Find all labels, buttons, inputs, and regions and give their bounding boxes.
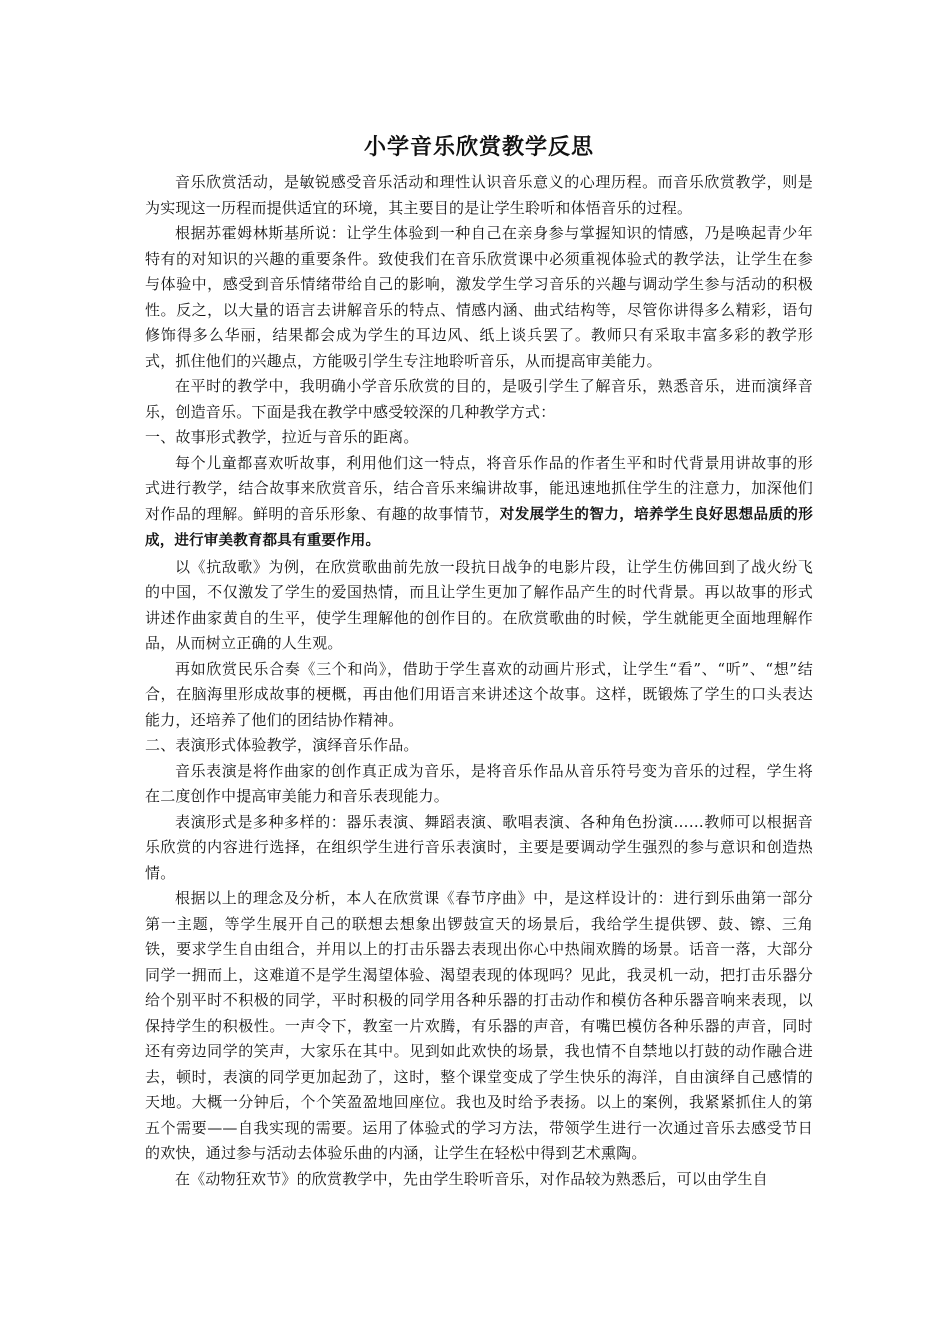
paragraph-text: 在《动物狂欢节》的欣赏教学中，先由学生聆听音乐，对作品较为熟悉后，可以由学生自 bbox=[175, 1169, 768, 1188]
paragraph-text: 表演形式是多种多样的：器乐表演、舞蹈表演、歌唱表演、各种角色扮演……教师可以根据音乐欣赏的内容进行选择，在组织学生进行音乐表演时，主要是要调动学生强烈的参与意识和创造热情。 bbox=[145, 812, 813, 882]
paragraph bbox=[145, 1167, 813, 1193]
paragraph-text: 根据苏霍姆林斯基所说：让学生体验到一种自己在亲身参与掌握知识的情感，乃是唤起青少年特有的对知识的兴趣的重要条件。致使我们在音乐欣赏课中必须重视体验式的教学法，让学生在参与体验中，感受到音乐情绪带给自己的影响，激发学生学习音乐的兴趣与调动学生参与活动的积极性。反之，以大量的语言去讲解音乐的特点、情感内涵、曲式结构等，尽管你讲得多么精彩，语句修饰得多么华丽，结果都会成为学生的耳边风、纸上谈兵罢了。教师只有采取丰富多彩的教学形式，抓住他们的兴趣点，方能吸引学生专注地聆听音乐，从而提高审美能力。 bbox=[145, 224, 813, 370]
section-heading bbox=[145, 425, 813, 451]
document-page bbox=[145, 128, 813, 1192]
paragraph bbox=[145, 451, 813, 555]
paragraph bbox=[145, 886, 813, 1167]
paragraph-text: 一、故事形式教学，拉近与音乐的距离。 bbox=[145, 428, 419, 446]
paragraph bbox=[145, 657, 813, 734]
paragraph-text: 音乐表演是将作曲家的创作真正成为音乐，是将音乐作品从音乐符号变为音乐的过程，学生将在二度创作中提高审美能力和音乐表现能力。 bbox=[145, 761, 813, 805]
paragraph bbox=[145, 555, 813, 657]
paragraph-text: 在平时的教学中，我明确小学音乐欣赏的目的，是吸引学生了解音乐，熟悉音乐，进而演绎音乐，创造音乐。下面是我在教学中感受较深的几种教学方式： bbox=[145, 377, 813, 421]
paragraph-text: 每个儿童都喜欢听故事，利用他们这一特点，将音乐作品的作者生平和时代背景用讲故事的形式进行教学，结合故事来欣赏音乐，结合音乐来编讲故事，能迅速地抓住学生的注意力，加深他们对作品的理解。鲜明的音乐形象、有趣的故事情节， bbox=[145, 453, 813, 523]
paragraph-text: 再如欣赏民乐合奏《三个和尚》，借助于学生喜欢的动画片形式，让学生“看”、“听”、“想”结合，在脑海里形成故事的梗概，再由他们用语言来讲述这个故事。这样，既锻炼了学生的口头表达能力，还培养了他们的团结协作精神。 bbox=[145, 659, 813, 729]
document-title: 小学音乐欣赏教学反思 bbox=[363, 135, 594, 160]
paragraph-text: 二、表演形式体验教学，演绎音乐作品。 bbox=[145, 736, 419, 754]
paragraph bbox=[145, 221, 813, 374]
paragraph-text: 根据以上的理念及分析，本人在欣赏课《春节序曲》中，是这样设计的：进行到乐曲第一部分第一主题，等学生展开自己的联想去想象出锣鼓宣天的场景后，我给学生提供锣、鼓、镲、三角铁，要求学生自由组合，并用以上的打击乐器去表现出你心中热闹欢腾的场景。话音一落，大部分同学一拥而上，这难道不是学生渴望体验、渴望表现的体现吗？见此，我灵机一动，把打击乐器分给个别平时不积极的同学，平时积极的同学用各种乐器的打击动作和模仿各种乐器音响来表现，以保持学生的积极性。一声令下，教室一片欢腾，有乐器的声音，有嘴巴模仿各种乐器的声音，同时还有旁边同学的笑声，大家乐在其中。见到如此欢快的场景，我也情不自禁地以打鼓的动作融合进去，顿时，表演的同学更加起劲了，这时，整个课堂变成了学生快乐的海洋，自由演绎自己感情的天地。大概一分钟后，个个笑盈盈地回座位。我也及时给予表扬。以上的案例，我紧紧抓住人的第五个需要——自我实现的需要。运用了体验式的学习方法，带领学生进行一次通过音乐去感受节日的欢快，通过参与活动去体验乐曲的内涵，让学生在轻松中得到艺术熏陶。 bbox=[145, 889, 813, 1162]
paragraph bbox=[145, 374, 813, 425]
section-heading bbox=[145, 733, 813, 759]
paragraph bbox=[145, 810, 813, 887]
paragraph bbox=[145, 759, 813, 810]
paragraph-text: 音乐欣赏活动，是敏锐感受音乐活动和理性认识音乐意义的心理历程。而音乐欣赏教学，则是为实现这一历程而提供适宜的环境，其主要目的是让学生聆听和体悟音乐的过程。 bbox=[145, 173, 813, 217]
paragraph-text: 以《抗敌歌》为例，在欣赏歌曲前先放一段抗日战争的电影片段，让学生仿佛回到了战火纷飞的中国，不仅激发了学生的爱国热情，而且让学生更加了解作品产生的时代背景。再以故事的形式讲述作曲家黄自的生平，使学生理解他的创作目的。在欣赏歌曲的时候，学生就能更全面地理解作品，从而树立正确的人生观。 bbox=[145, 557, 813, 652]
document-body bbox=[145, 170, 813, 1192]
emphasized-text: 对发展学生的智力，培养学生良好思想品质的形成，进行审美教育都具有重要作用。 bbox=[145, 506, 814, 549]
paragraph bbox=[145, 170, 813, 221]
